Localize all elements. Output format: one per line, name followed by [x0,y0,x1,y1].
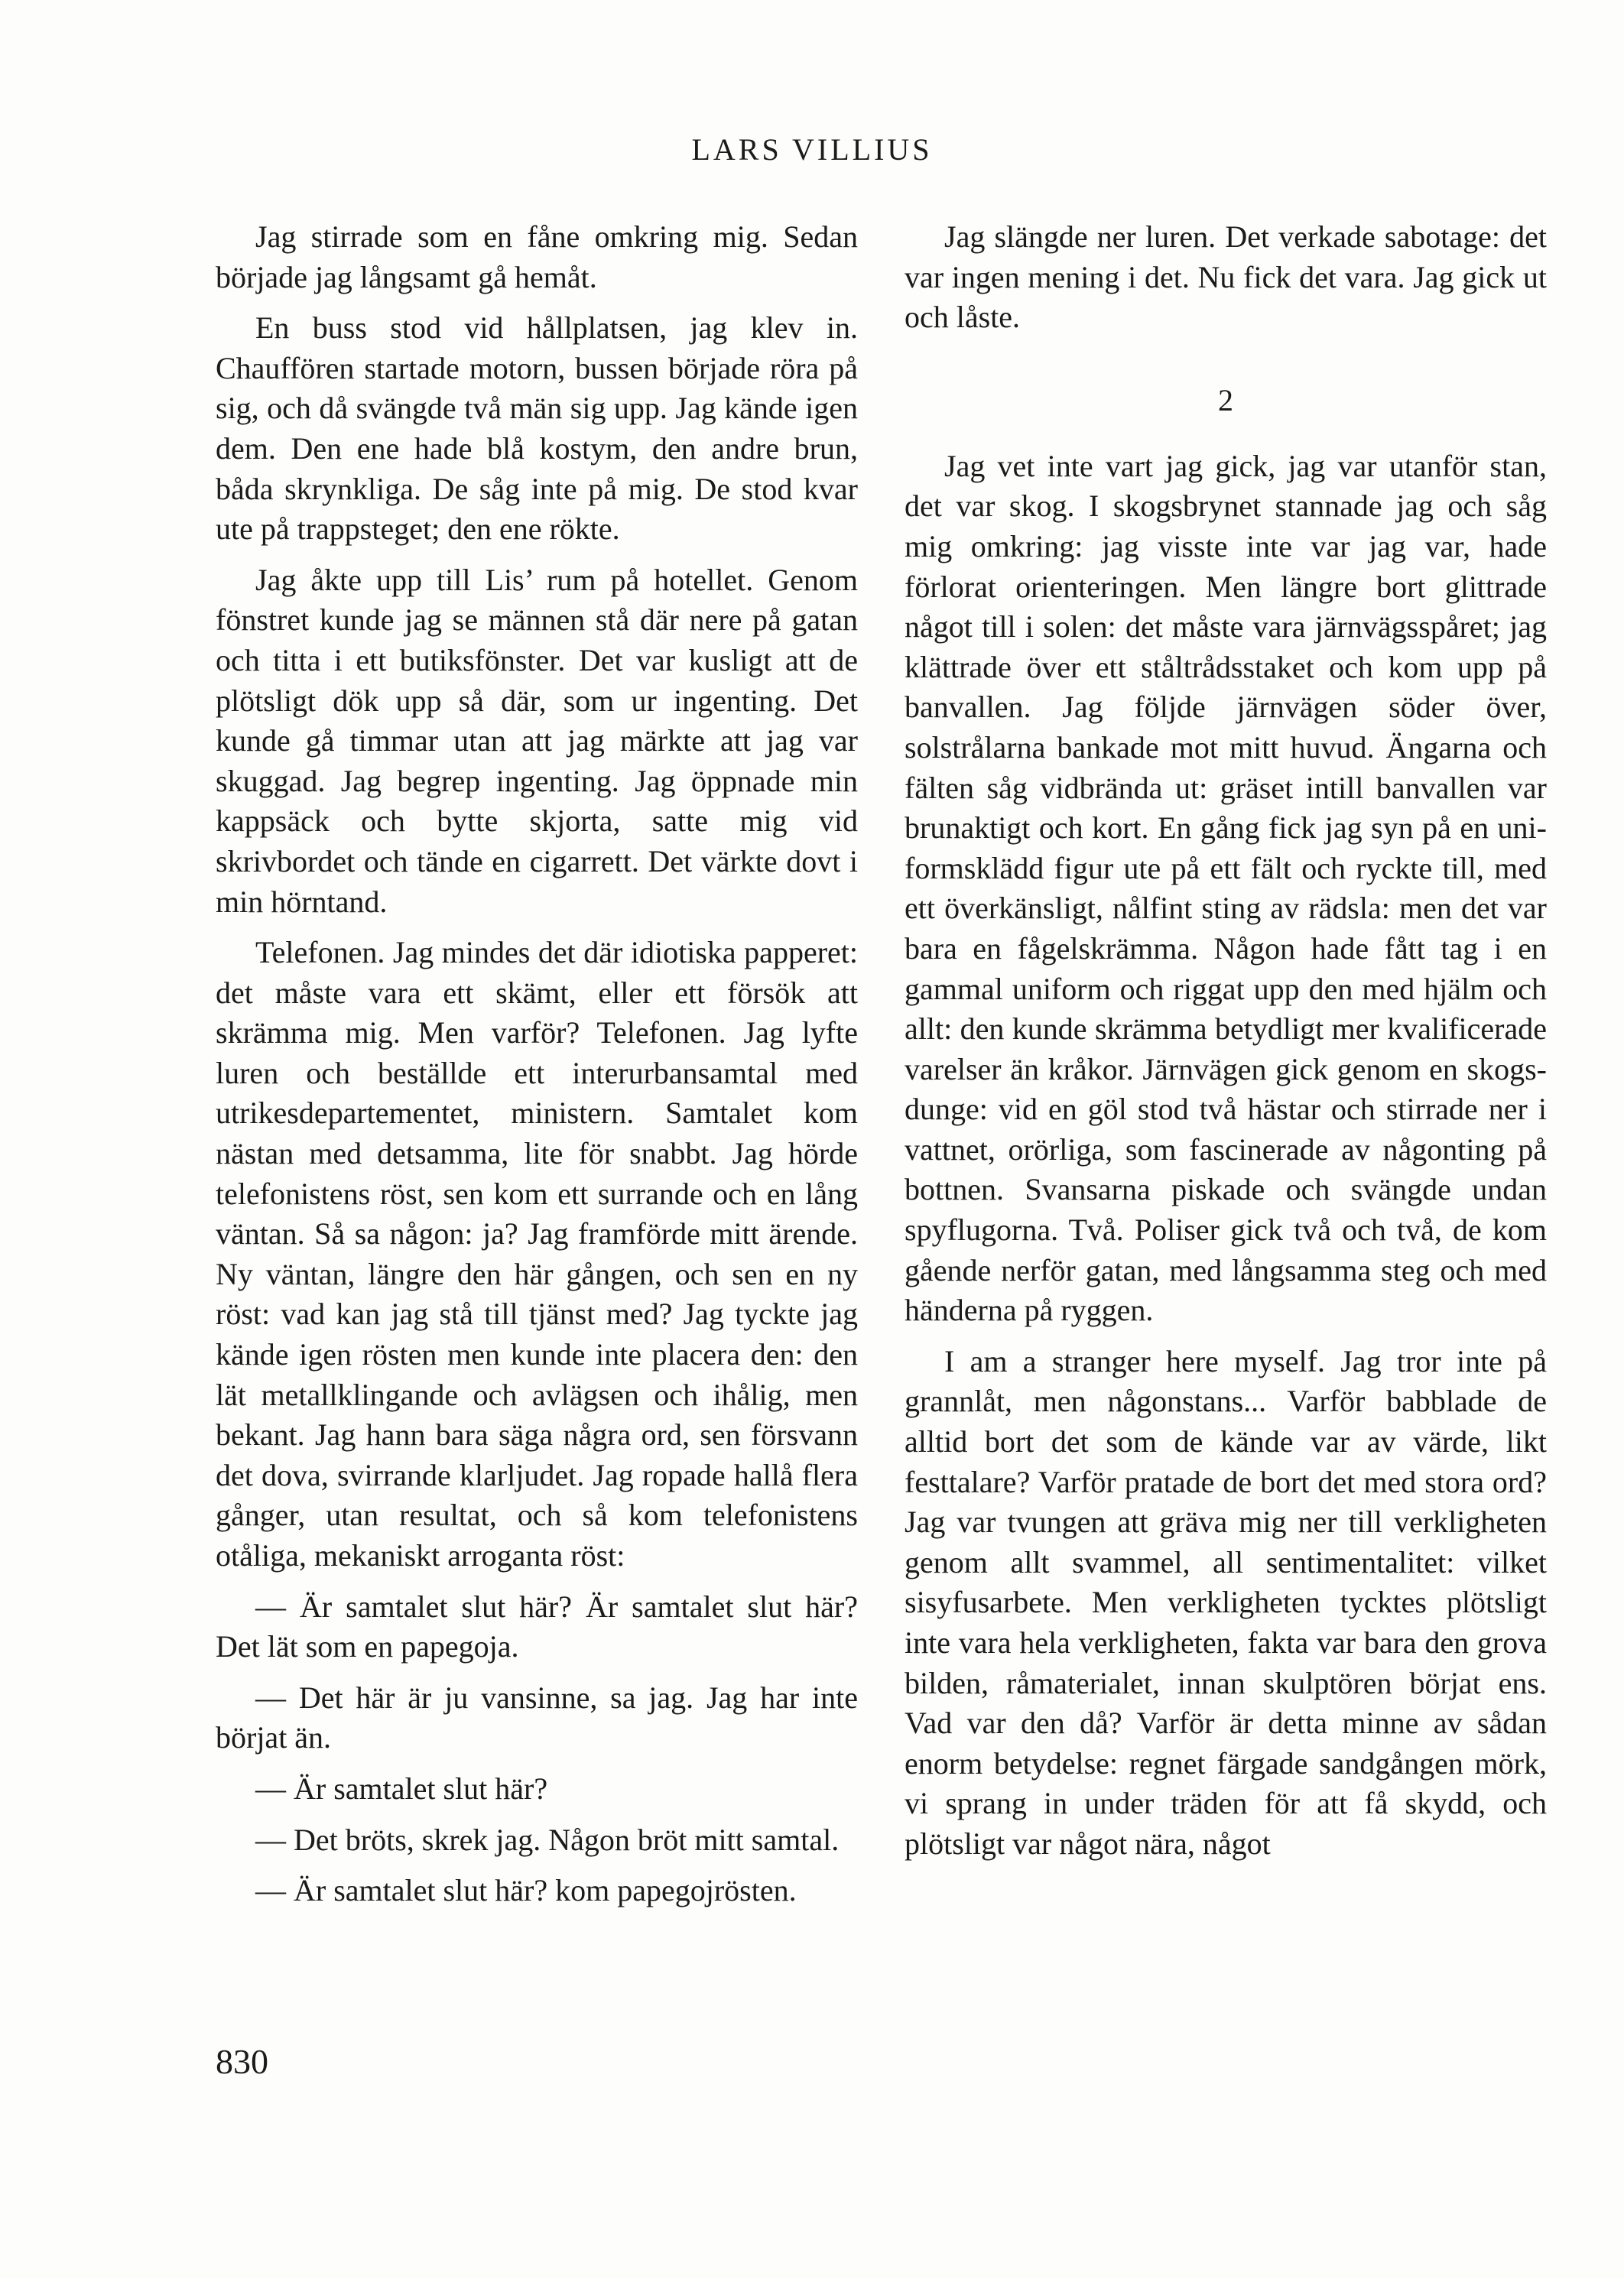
section-number: 2 [1218,382,1233,417]
dialogue-line: — Är samtalet slut här? kom papegojrösten. [255,1873,797,1908]
paragraph: Jag slängde ner luren. Det verkade sabotage: det var ingen mening i det. Nu fick det vara. Jag gick ut och låste. [905,219,1547,335]
right-column [905,217,1547,1865]
paragraph: Jag stirrade som en fåne omkring mig. Sedan började jag långsamt gå hemåt. [216,219,858,294]
page-number: 830 [216,2042,268,2081]
paragraph: Jag vet inte vart jag gick, jag var utanför stan, det var skog. I skogsbrynet stannade jag och såg mig omkring: jag visste inte var jag var, hade förlorat orienteringen. Men längre bort glittrade något till i solen: det måste vara järnvägsspåret; jag klättrade över ett ståltrådsstaket och kom upp på banvallen. Jag följde järnvägen söder över, solstrålarna bankade mot mitt huvud. Ängarna och fälten såg vidbrända ut: gräset intill banvallen var brunaktigt och kort. En gång fick jag syn på en uniformsklädd figur ute på ett fält och ryckte till, med ett överkänsligt, nålfint sting av rädsla: men det var bara en fågelskrämma. Någon hade fått tag i en gammal uniform och riggat upp den med hjälm och allt: den kunde skrämma betydligt mer kvalificerade varelser än kråkor. Järnvägen gick genom en skogsdunge: vid en göl stod två hästar och stirrade ner i vattnet, orörliga, som fascinerade av någonting på bottnen. Svansarna piskade och svängde undan spyflugorna. Två. Poliser gick två och två, de kom gående nerför gatan, med långsamma steg och med händerna på ryggen. [905,448,1547,1328]
dialogue-line: — Det bröts, skrek jag. Någon bröt mitt samtal. [255,1822,840,1857]
paragraph: Jag åkte upp till Lis’ rum på hotellet. Genom fönstret kunde jag se männen stå där nere på gatan och titta i ett butiksfönster. Det var kusligt att de plötsligt dök upp så där, som ur ingenting. Det kunde gå timmar utan att jag märkte att jag var skuggad. Jag begrep ingenting. Jag öppnade min kappsäck och bytte skjorta, satte mig vid skrivbordet och tände en cigarrett. Det värkte dovt i min hörntand. [216,562,858,919]
dialogue-line: — Är samtalet slut här? [255,1771,548,1806]
left-column [216,217,858,1911]
paragraph: En buss stod vid hållplatsen, jag klev in. Chauffören startade motorn, bussen började röra på sig, och då svängde två män sig upp. Jag kände igen dem. Den ene hade blå kostym, den andre brun, båda skrynkliga. De såg inte på mig. De stod kvar ute på trappsteget; den ene rökte. [216,310,858,547]
running-head: LARS VILLIUS [691,132,933,167]
paragraph: I am a stranger here myself. Jag tror inte på grannlåt, men någonstans... Varför babblade de alltid bort det som de kände var av värde, likt festtalare? Varför pratade de bort det med stora ord? Jag var tvungen att gräva mig ner till verkligheten genom allt svammel, all sentimentalitet: vilket sisyfusarbete. Men verkligheten tycktes plötsligt inte vara hela verkligheten, fakta var bara den grova bilden, råmaterialet, innan skulptören börjat ens. Vad var den då? Varför är detta minne av sådan enorm betydelse: regnet färgade sandgången mörk, vi sprang in under träden för att få skydd, och plötsligt var något nära, något [905,1343,1547,1861]
dialogue-line: — Det här är ju vansinne, sa jag. Jag har inte börjat än. [216,1680,858,1755]
dialogue-line: — Är samtalet slut här? Är samtalet slut här? Det lät som en papegoja. [216,1589,858,1664]
paragraph: Telefonen. Jag mindes det där idiotiska papperet: det måste vara ett skämt, eller ett försök att skrämma mig. Men varför? Telefonen. Jag lyfte luren och beställde ett interurbansamtal med utrikesdepartementet, ministern. Samtalet kom nästan med detsamma, lite för snabbt. Jag hörde telefonistens röst, sen kom ett surrande och en lång väntan. Så sa någon: ja? Jag framförde mitt ärende. Ny väntan, längre den här gången, och sen en ny röst: vad kan jag stå till tjänst med? Jag tyckte jag kände igen rösten men kunde inte placera den: den lät metallklingande och avlägsen och ihålig, men bekant. Jag hann bara säga några ord, sen försvann det dova, svirrande klarljudet. Jag ropade hallå flera gånger, utan resultat, och så kom telefonistens otåliga, mekaniskt arroganta röst: [216,935,858,1573]
